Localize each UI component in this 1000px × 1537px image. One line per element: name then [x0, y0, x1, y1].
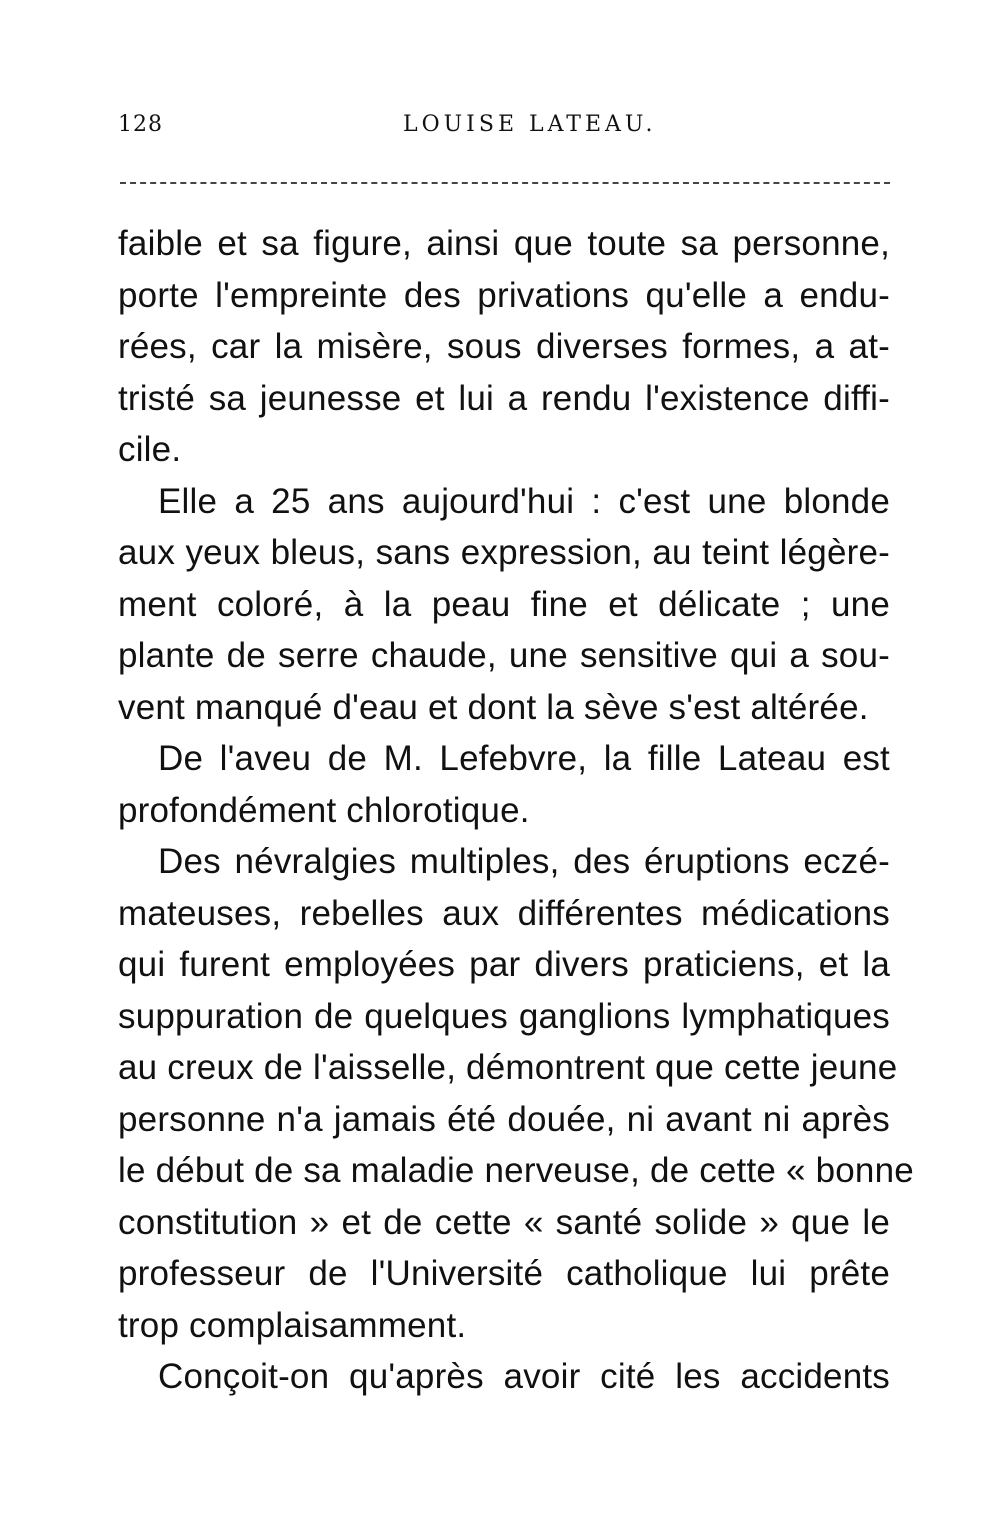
- text-line: Conçoit-on qu'après avoir cité les accidents: [158, 1357, 890, 1396]
- text-line: cile.: [118, 430, 182, 469]
- text-line: mateuses, rebelles aux différentes médications: [118, 893, 890, 933]
- text-line: ment coloré, à la peau fine et délicate ; une: [118, 584, 890, 624]
- text-line: suppuration de quelques ganglions lymphatiques: [118, 996, 890, 1036]
- text-line: profondément chlorotique.: [118, 790, 530, 830]
- paragraph: [118, 1351, 890, 1403]
- page-number: 128: [118, 112, 163, 137]
- text-line: rées, car la misère, sous diverses formes, a at-: [118, 327, 890, 366]
- text-line: au creux de l'aisselle, démontrent que cette jeune: [118, 1048, 898, 1087]
- text-line: De l'aveu de M. Lefebvre, la fille Lateau est: [158, 739, 890, 778]
- text-line: porte l'empreinte des privations qu'elle a endu-: [118, 275, 890, 315]
- text-line: professeur de l'Université catholique lui prête: [118, 1254, 890, 1293]
- text-line: plante de serre chaude, une sensitive qui a sou-: [118, 636, 890, 675]
- text-line: personne n'a jamais été douée, ni avant ni après: [118, 1099, 890, 1139]
- header-rule: [120, 182, 890, 184]
- text-line: vent manqué d'eau et dont la sève s'est altérée.: [118, 687, 869, 727]
- text-line: Des névralgies multiples, des éruptions eczé-: [158, 842, 890, 881]
- running-title: LOUISE LATEAU.: [403, 112, 657, 137]
- text-line: faible et sa figure, ainsi que toute sa personne,: [118, 224, 890, 263]
- running-head: [118, 112, 888, 148]
- paragraph: [118, 218, 890, 476]
- paragraph: [118, 476, 890, 734]
- text-line: Elle a 25 ans aujourd'hui : c'est une blonde: [158, 481, 890, 521]
- body-text: [118, 218, 914, 1403]
- text-line: le début de sa maladie nerveuse, de cette « bonne: [118, 1151, 914, 1190]
- paragraph: [118, 733, 890, 836]
- text-line: tristé sa jeunesse et lui a rendu l'existence diffi-: [118, 378, 890, 418]
- text-line: trop complaisamment.: [118, 1305, 467, 1345]
- text-line: qui furent employées par divers praticiens, et la: [118, 945, 890, 984]
- text-line: constitution » et de cette « santé solide » que le: [118, 1202, 890, 1242]
- paragraph: [118, 836, 914, 1351]
- text-line: aux yeux bleus, sans expression, au teint légère-: [118, 533, 890, 572]
